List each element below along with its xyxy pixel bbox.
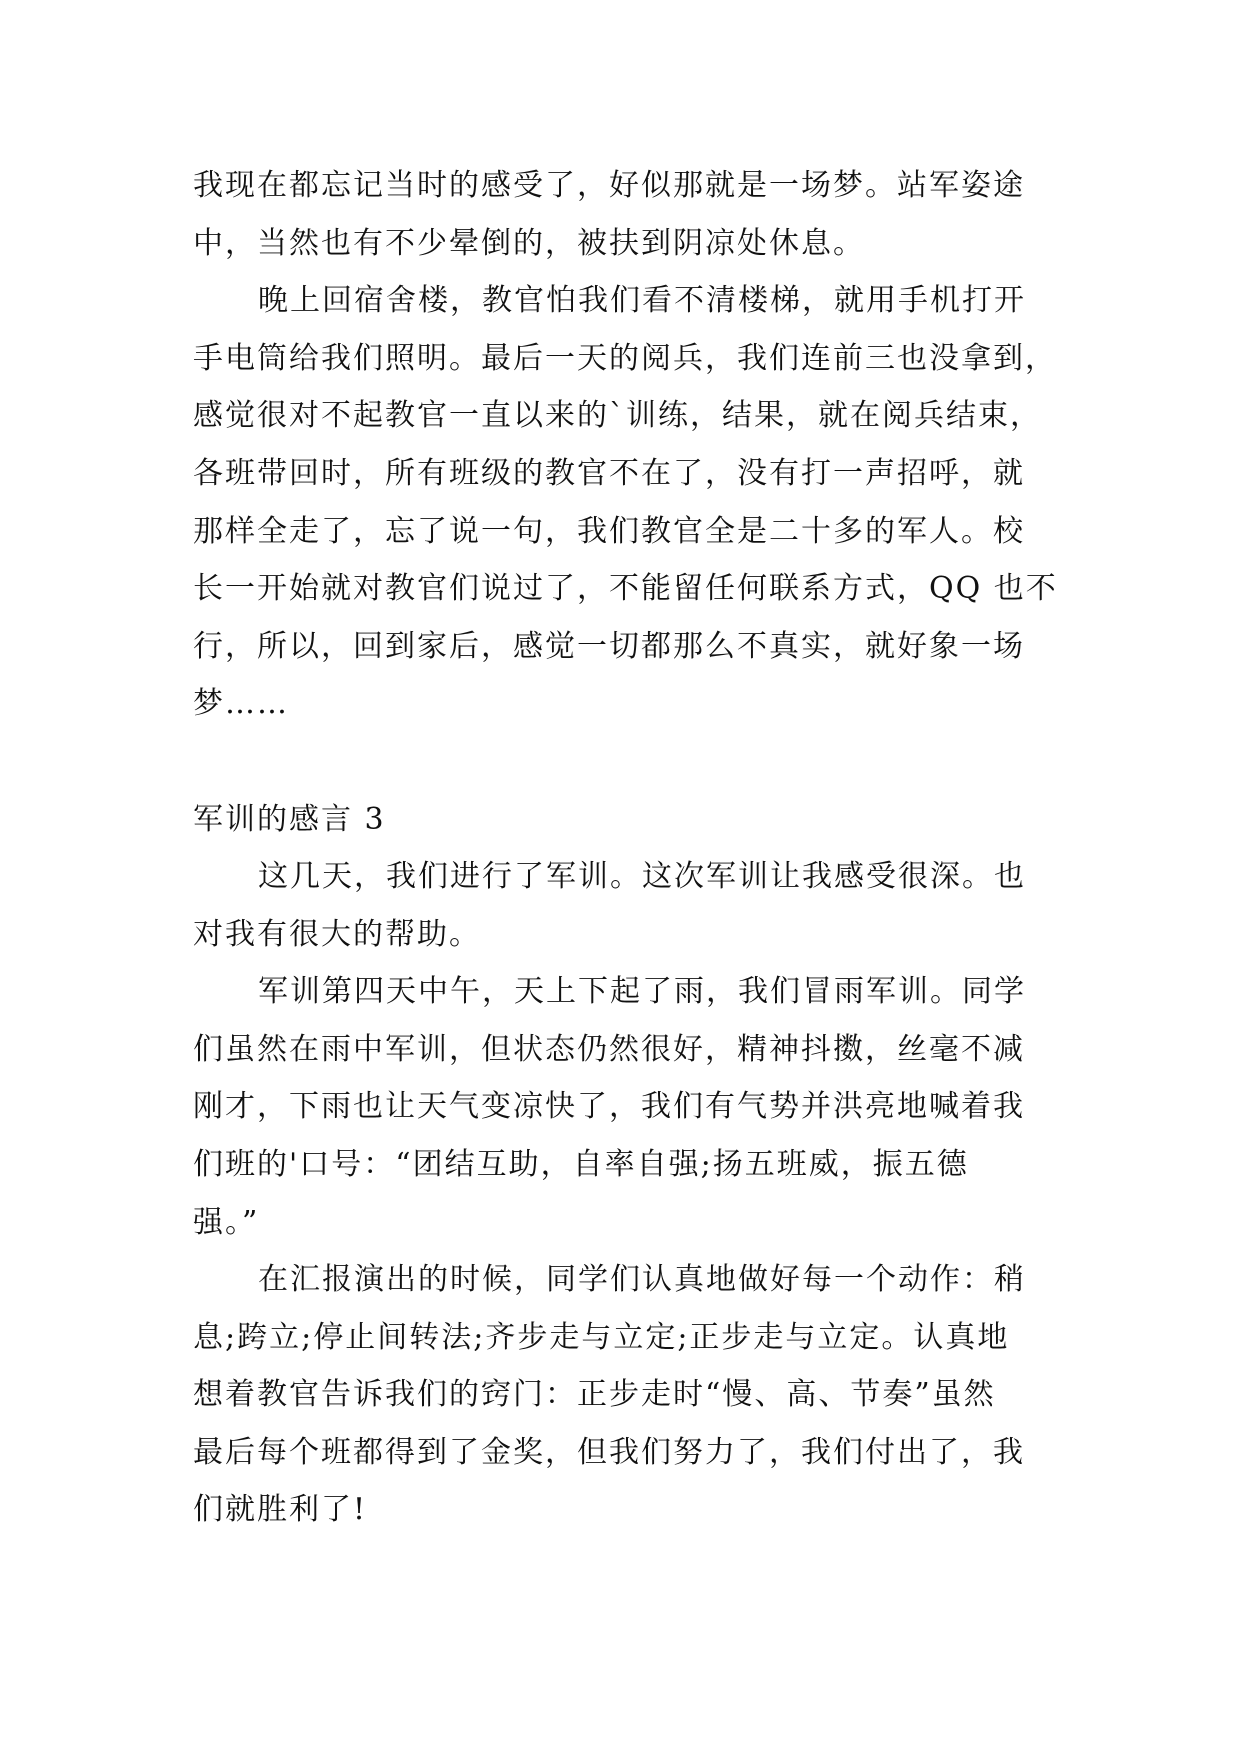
text-line: 强。”	[193, 1205, 260, 1240]
text-line: 们虽然在雨中军训，但状态仍然很好，精神抖擞，丝毫不减	[193, 1032, 1025, 1067]
text-line: 长一开始就对教官们说过了，不能留任何联系方式，QQ 也不	[193, 571, 1058, 606]
text-line: 对我有很大的帮助。	[193, 917, 481, 952]
text-line: 息;跨立;停止间转法;齐步走与立定;正步走与立定。认真地	[193, 1320, 1010, 1355]
text-line: 感觉很对不起教官一直以来的`训练，结果，就在阅兵结束，	[193, 398, 1042, 433]
text-line: 各班带回时，所有班级的教官不在了，没有打一声招呼，就	[193, 456, 1025, 491]
text-line: 想着教官告诉我们的窍门：正步走时“慢、高、节奏”虽然	[193, 1377, 996, 1412]
text-line: 最后每个班都得到了金奖，但我们努力了，我们付出了，我	[193, 1435, 1025, 1470]
text-line: 刚才，下雨也让天气变凉快了，我们有气势并洪亮地喊着我	[193, 1089, 1025, 1124]
text-line: 们班的'口号：“团结互助，自率自强;扬五班威，振五德	[193, 1147, 969, 1182]
text-line: 在汇报演出的时候，同学们认真地做好每一个动作：稍	[258, 1262, 1026, 1297]
text-line: 梦……	[193, 686, 289, 721]
text-line: 行，所以，回到家后，感觉一切都那么不真实，就好象一场	[193, 629, 1025, 664]
text-line: 那样全走了，忘了说一句，我们教官全是二十多的军人。校	[193, 514, 1025, 549]
text-line: 手电筒给我们照明。最后一天的阅兵，我们连前三也没拿到，	[193, 341, 1057, 376]
text-line: 我现在都忘记当时的感受了，好似那就是一场梦。站军姿途	[193, 168, 1025, 203]
section-heading: 军训的感言 3	[193, 802, 386, 837]
text-line: 中，当然也有不少晕倒的，被扶到阴凉处休息。	[193, 226, 865, 261]
text-line: 们就胜利了!	[193, 1492, 368, 1527]
text-line: 晚上回宿舍楼，教官怕我们看不清楼梯，就用手机打开	[258, 283, 1026, 318]
text-line: 军训第四天中午，天上下起了雨，我们冒雨军训。同学	[258, 974, 1026, 1009]
text-line: 这几天，我们进行了军训。这次军训让我感受很深。也	[258, 859, 1026, 894]
